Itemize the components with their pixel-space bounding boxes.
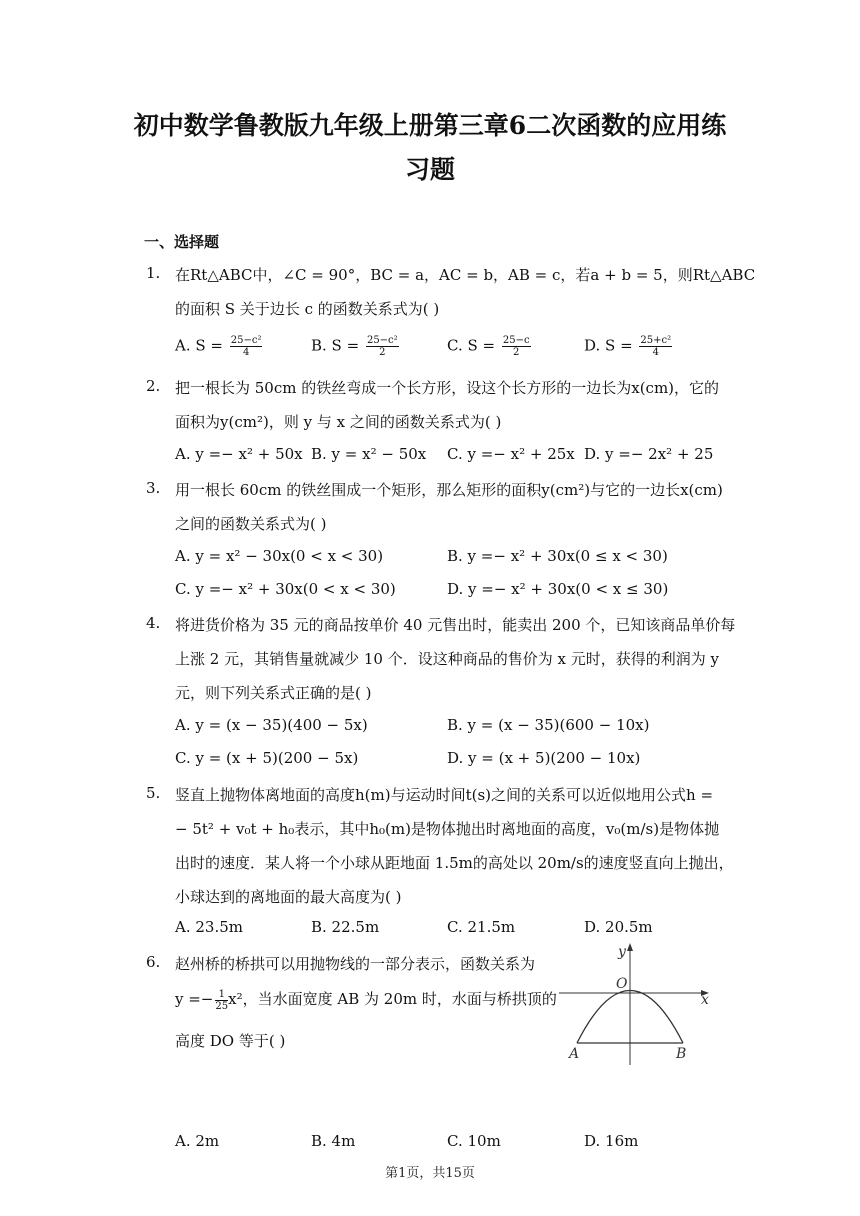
- question-text: ，当水面宽度 AB 为 20m 时，水面与桥拱顶的: [242, 990, 557, 1008]
- option-a[interactable]: A. y = (x − 35)(400 − 5x): [175, 716, 368, 734]
- fraction-numerator: 25−c²: [366, 335, 398, 346]
- question-text: 的面积 S 关于边长 c 的函数关系式为( ): [175, 300, 440, 318]
- option-c[interactable]: C. 21.5m: [447, 918, 516, 936]
- option-label: C. S =: [447, 336, 496, 355]
- option-c[interactable]: [447, 335, 531, 358]
- option-a[interactable]: [175, 335, 262, 358]
- question-text: 出时的速度．某人将一个小球从距地面 1.5m的高处以 20m/s的速度竖直向上抛出，: [175, 854, 734, 872]
- fraction-numerator: 25−c²: [230, 335, 262, 346]
- option-label: D. S =: [584, 336, 633, 355]
- fraction-denominator: 2: [513, 347, 520, 358]
- question-text: 上涨 2 元，其销售量就减少 10 个．设这种商品的售价为 x 元时，获得的利润为 y: [175, 650, 719, 668]
- option-c[interactable]: C. y =− x² + 30x(0 < x < 30): [175, 580, 396, 598]
- point-a-label: A: [569, 1046, 580, 1062]
- option-label: B. S =: [311, 336, 360, 355]
- question-number: 2.: [146, 377, 161, 395]
- fraction: [230, 335, 263, 358]
- option-b[interactable]: B. 4m: [311, 1132, 356, 1150]
- fraction-denominator: 2: [379, 347, 386, 358]
- question-text: 将进货价格为 35 元的商品按单价 40 元售出时，能卖出 200 个，已知该商品单价每: [175, 616, 736, 634]
- option-b[interactable]: [311, 335, 399, 358]
- option-a[interactable]: A. y =− x² + 50x: [175, 445, 303, 463]
- fraction-numerator: 25−c: [502, 335, 530, 346]
- formula-suffix: x²: [228, 990, 243, 1008]
- option-d[interactable]: D. 20.5m: [584, 918, 653, 936]
- bridge-arch-figure: [555, 940, 715, 1070]
- fraction: [366, 335, 399, 358]
- option-a[interactable]: A. y = x² − 30x(0 < x < 30): [175, 547, 384, 565]
- option-d[interactable]: D. y =− 2x² + 25: [584, 445, 714, 463]
- question-text: 竖直上抛物体离地面的高度h(m)与运动时间t(s)之间的关系可以近似地用公式h =: [175, 786, 714, 804]
- section-heading: 一、选择题: [144, 233, 220, 251]
- option-c[interactable]: C. y = (x + 5)(200 − 5x): [175, 749, 359, 767]
- fraction-numerator: 1: [215, 989, 228, 1001]
- question-text: 面积为y(cm²)，则 y 与 x 之间的函数关系式为( ): [175, 413, 502, 431]
- question-text: 用一根长 60cm 的铁丝围成一个矩形，那么矩形的面积y(cm²)与它的一边长x(cm): [175, 481, 723, 499]
- option-d[interactable]: D. 16m: [584, 1132, 639, 1150]
- option-c[interactable]: C. y =− x² + 25x: [447, 445, 575, 463]
- document-title-line2: 习题: [404, 155, 455, 184]
- page-footer: 第1页，共15页: [385, 1166, 475, 1181]
- question-number: 4.: [146, 614, 161, 632]
- document-title-line1: 初中数学鲁教版九年级上册第三章6二次函数的应用练: [133, 111, 727, 140]
- formula-prefix: y =−: [175, 990, 214, 1008]
- fraction-denominator: 4: [652, 347, 659, 358]
- question-text: 把一根长为 50cm 的铁丝弯成一个长方形，设这个长方形的一边长为x(cm)，它的: [175, 379, 720, 397]
- fraction-denominator: 25: [215, 1000, 229, 1012]
- question-number: 3.: [146, 479, 161, 497]
- fraction-denominator: 4: [242, 347, 250, 358]
- question-text: 赵州桥的桥拱可以用抛物线的一部分表示，函数关系为: [175, 955, 536, 973]
- fraction: [502, 335, 531, 358]
- fraction: [639, 335, 672, 358]
- question-number: 5.: [146, 784, 161, 802]
- question-text: 之间的函数关系式为( ): [175, 515, 327, 533]
- origin-label: O: [616, 976, 628, 992]
- fraction: [215, 989, 228, 1012]
- option-b[interactable]: B. y = (x − 35)(600 − 10x): [447, 716, 650, 734]
- option-a[interactable]: A. 23.5m: [175, 918, 243, 936]
- question-text: 元，则下列关系式正确的是( ): [175, 684, 372, 702]
- point-b-label: B: [676, 1046, 687, 1062]
- option-a[interactable]: A. 2m: [175, 1132, 220, 1150]
- option-b[interactable]: B. 22.5m: [311, 918, 380, 936]
- question-text: 小球达到的离地面的最大高度为( ): [175, 888, 402, 906]
- question-formula-line: [175, 988, 557, 1012]
- y-axis-label: y: [618, 944, 626, 960]
- option-d[interactable]: D. y =− x² + 30x(0 < x ≤ 30): [447, 580, 669, 598]
- question-text: 在Rt△ABC中，∠C = 90°，BC = a，AC = b，AB = c，若a + b = 5，则Rt△ABC: [175, 266, 756, 284]
- option-c[interactable]: C. 10m: [447, 1132, 501, 1150]
- option-label: A. S =: [175, 336, 223, 355]
- option-b[interactable]: B. y = x² − 50x: [311, 445, 427, 463]
- option-b[interactable]: B. y =− x² + 30x(0 ≤ x < 30): [447, 547, 668, 565]
- question-number: 1.: [146, 264, 161, 282]
- fraction-numerator: 25+c²: [640, 335, 672, 346]
- option-d[interactable]: [584, 335, 672, 358]
- question-text: − 5t² + v₀t + h₀表示，其中h₀(m)是物体抛出时离地面的高度，v₀(m/s)是物体抛: [175, 820, 720, 838]
- x-axis-label: x: [701, 992, 709, 1008]
- question-number: 6.: [146, 953, 161, 971]
- question-text: 高度 DO 等于( ): [175, 1032, 286, 1050]
- y-axis-arrow: [627, 943, 633, 951]
- option-d[interactable]: D. y = (x + 5)(200 − 10x): [447, 749, 641, 767]
